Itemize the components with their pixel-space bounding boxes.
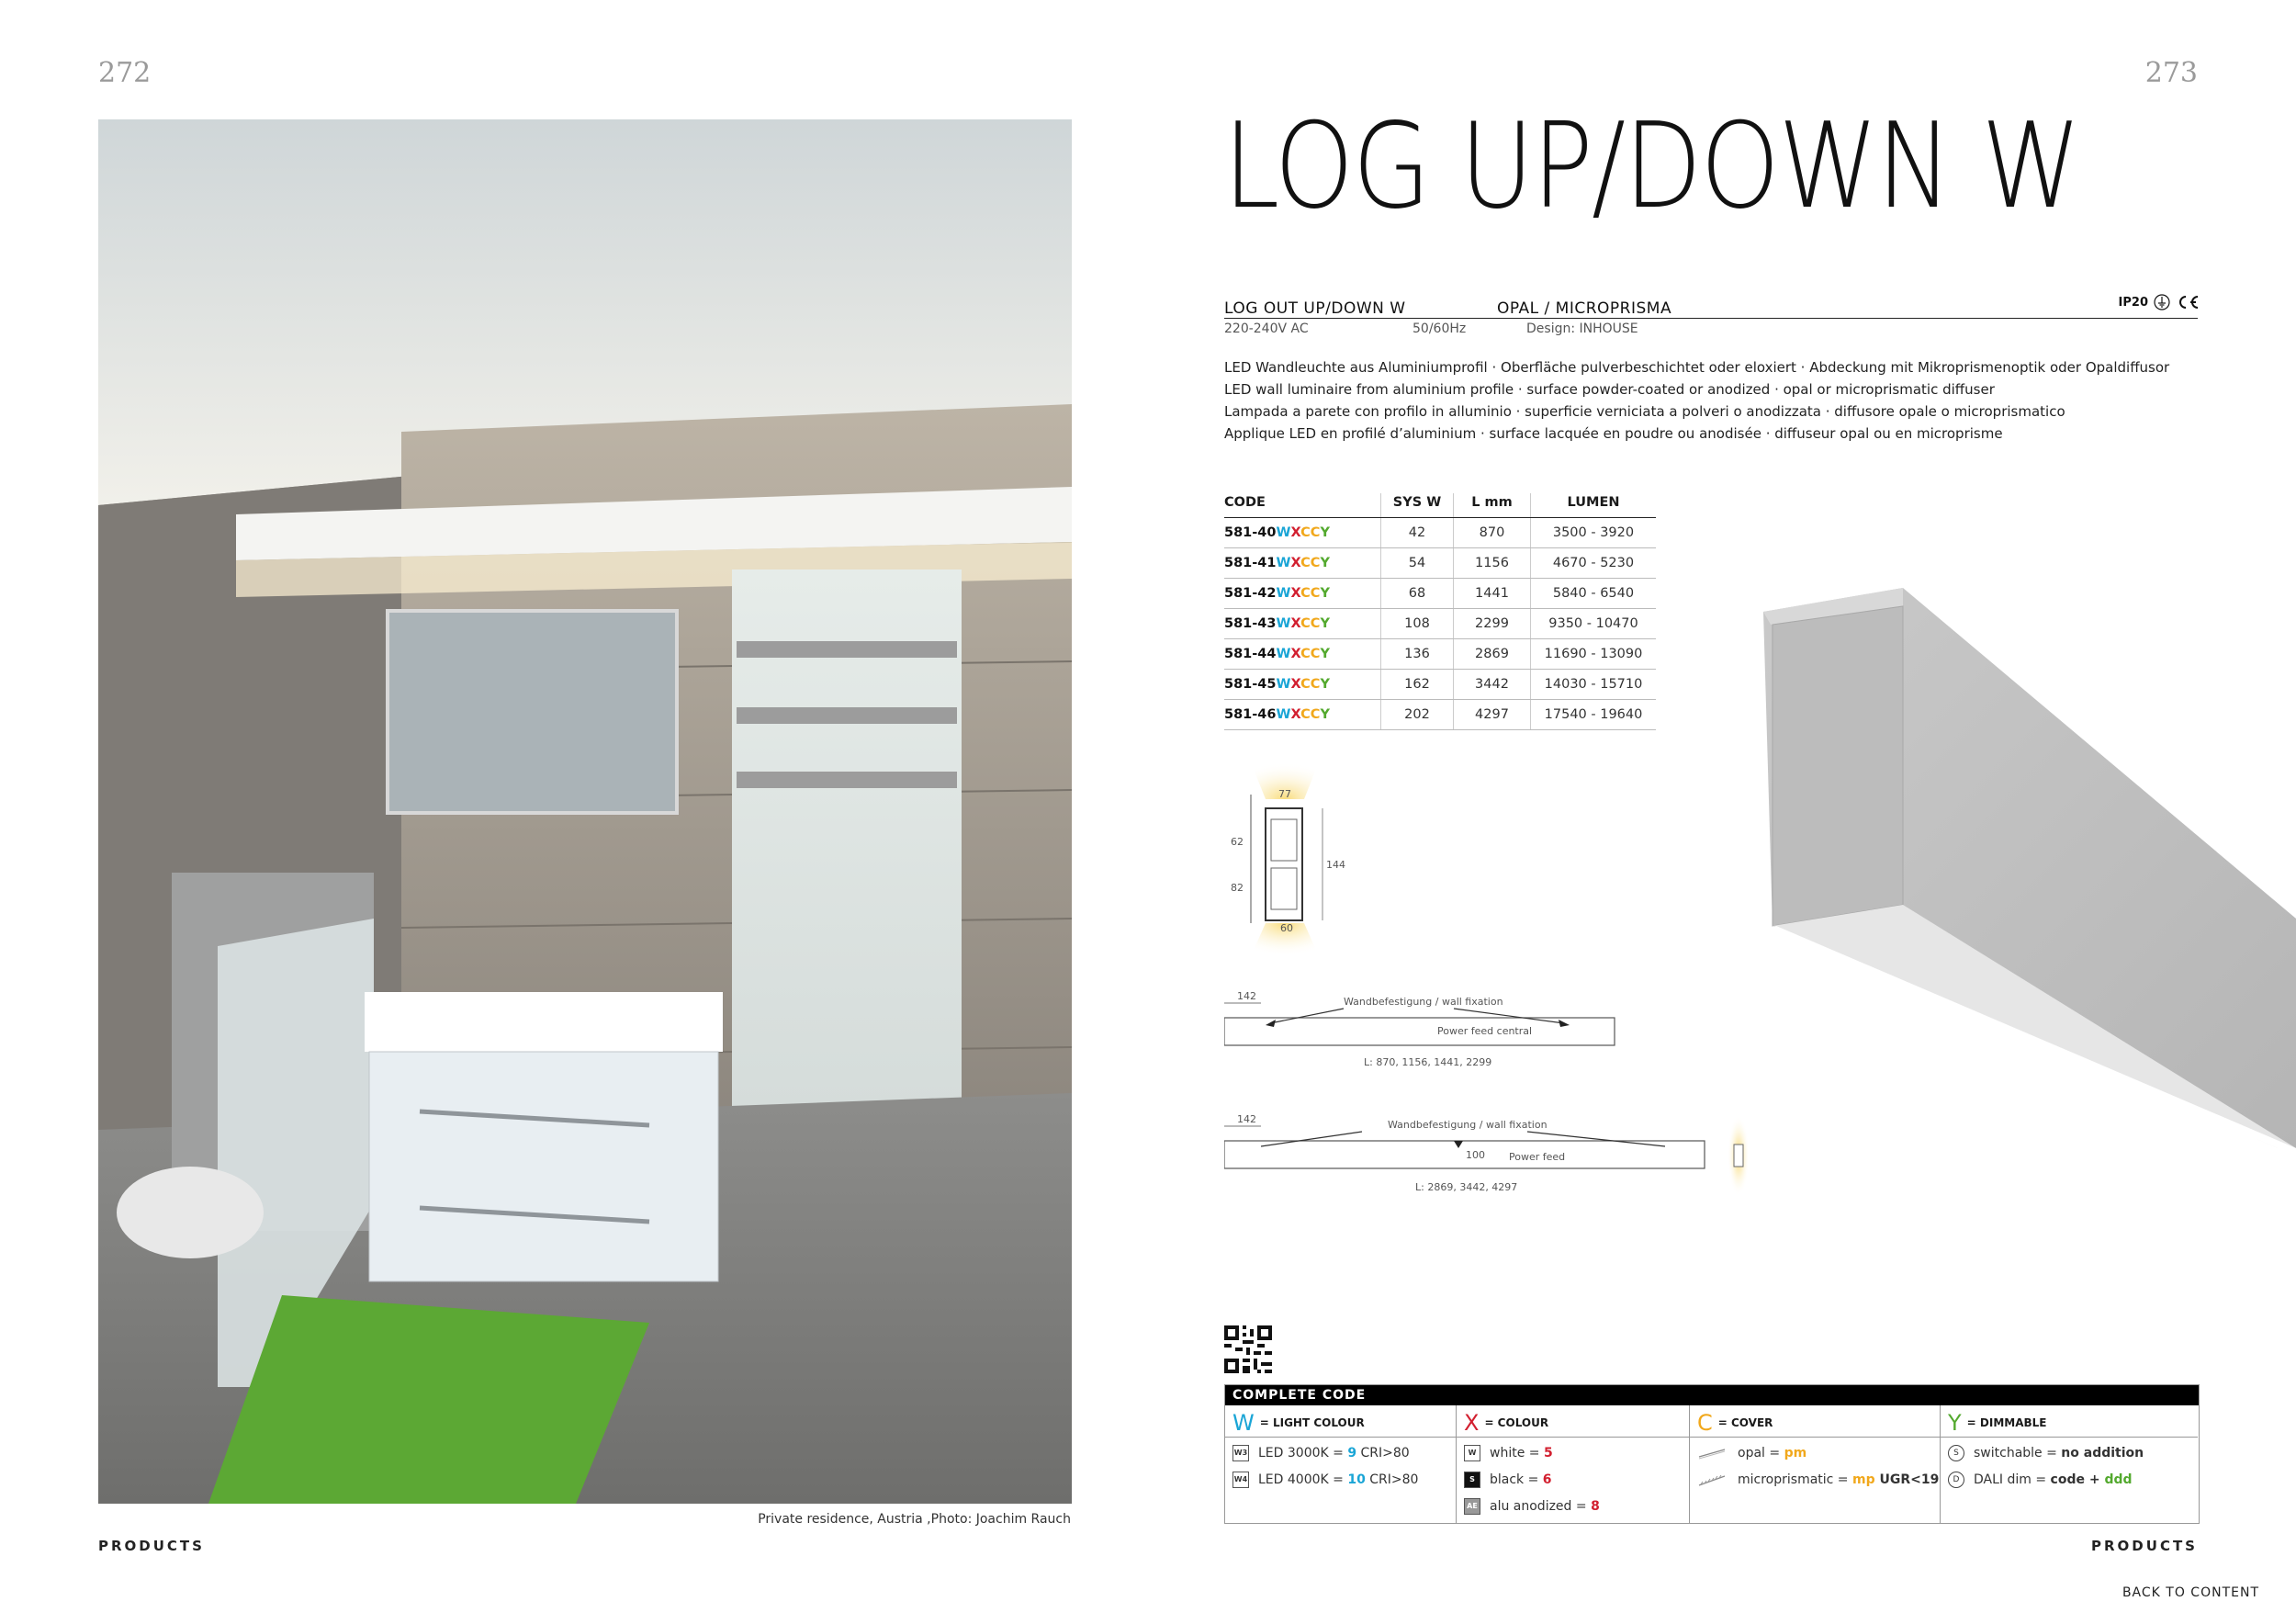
letter-c: C [1697,1410,1713,1436]
mounting-diagram-2 [1224,1113,1748,1196]
column-header-sysw: SYS W [1381,493,1454,518]
cell-sysw: 202 [1381,700,1454,730]
cs-h1-dim: 62 [1231,836,1244,848]
cs-h2-dim: 82 [1231,882,1244,894]
table-row [1224,670,1656,700]
cs-total-dim: 144 [1326,859,1345,871]
diagram1-dim: 142 [1237,990,1256,1002]
alu-tag: AE [1464,1498,1480,1515]
cell-sysw: 42 [1381,518,1454,548]
ip-rating: IP20 [2118,295,2148,310]
spec-header [1224,299,2198,319]
table-row [1224,548,1656,579]
cell-code: 581-41WXCCY [1224,548,1381,579]
cell-code: 581-44WXCCY [1224,639,1381,670]
cell-code: 581-40WXCCY [1224,518,1381,548]
cell-lumen: 3500 - 3920 [1531,518,1657,548]
cell-code: 581-46WXCCY [1224,700,1381,730]
dali-icon: D [1948,1472,1964,1488]
label-light-colour: = LIGHT COLOUR [1259,1416,1365,1429]
cell-code: 581-43WXCCY [1224,609,1381,639]
column-header-lumen: LUMEN [1531,493,1657,518]
cell-sysw: 108 [1381,609,1454,639]
description [1224,356,2169,445]
w4-value: 10 [1347,1472,1366,1487]
white-value: 5 [1543,1445,1553,1460]
diagram1-label: Wandbefestigung / wall fixation [1344,996,1503,1008]
page-number-right: 273 [2144,57,2198,89]
microprism-cover-icon [1697,1472,1728,1487]
complete-code-title: COMPLETE CODE [1225,1385,2199,1405]
diagram1-feed: Power feed central [1437,1025,1533,1037]
product-table [1224,493,1656,730]
description-de: LED Wandleuchte aus Aluminiumprofil · Oberfläche pulverbeschichtet oder eloxiert · Abdeckung mit Mikroprismenoptik oder Opaldiffusor [1224,359,2170,376]
cell-code: 581-45WXCCY [1224,670,1381,700]
alu-value: 8 [1591,1498,1600,1514]
diagram2-feed: Power feed [1509,1151,1566,1163]
code-column-cover: C = COVER opal = pm microprismatic = mp UGR<19 [1690,1405,1941,1523]
label-cover: = COVER [1717,1416,1773,1429]
cell-sysw: 68 [1381,579,1454,609]
table-row [1224,609,1656,639]
cell-lmm: 1156 [1454,548,1531,579]
letter-w: W [1232,1410,1255,1436]
cs-top-dim: 77 [1278,788,1291,800]
cell-lumen: 9350 - 10470 [1531,609,1657,639]
w3-tag: W3 [1232,1445,1249,1461]
ground-icon [2154,294,2170,310]
diagram2-label: Wandbefestigung / wall fixation [1388,1119,1548,1131]
cell-sysw: 136 [1381,639,1454,670]
code-column-light-colour: W = LIGHT COLOUR W3 LED 3000K = 9 CRI>80 W4 LED 4000K = 10 CRI>80 [1225,1405,1457,1523]
letter-x: X [1464,1410,1480,1436]
spec-voltage: 220-240V AC [1224,321,1309,336]
spec-design: Design: INHOUSE [1526,321,1638,336]
cross-section-diagram [1231,753,1345,964]
cell-lmm: 4297 [1454,700,1531,730]
white-tag: W [1464,1445,1480,1461]
microprism-value: mp [1852,1472,1875,1487]
table-row [1224,518,1656,548]
cell-lmm: 1441 [1454,579,1531,609]
ce-mark-icon [2176,294,2200,310]
spec-name: LOG OUT UP/DOWN W [1224,299,1406,318]
label-colour: = COLOUR [1484,1416,1549,1429]
cell-lumen: 4670 - 5230 [1531,548,1657,579]
cell-code: 581-42WXCCY [1224,579,1381,609]
diagram2-lengths: L: 2869, 3442, 4297 [1415,1181,1518,1193]
switchable-value: no addition [2061,1445,2144,1460]
cell-sysw: 54 [1381,548,1454,579]
description-it: Lampada a parete con profilo in alluminio · superficie verniciata a polveri o anodizzata · diffusore opale o microprismatico [1224,403,2065,420]
column-header-code: CODE [1224,493,1381,518]
table-row [1224,700,1656,730]
cell-lmm: 2299 [1454,609,1531,639]
cell-lumen: 17540 - 19640 [1531,700,1657,730]
diagram2-offset: 100 [1466,1149,1485,1161]
diagram1-lengths: L: 870, 1156, 1441, 2299 [1364,1056,1492,1068]
luminaire-image [1763,579,2296,1148]
w4-tag: W4 [1232,1472,1249,1488]
dali-value: ddd [2104,1472,2133,1487]
w3-value: 9 [1347,1445,1357,1460]
code-column-colour: X = COLOUR W white = 5 S black = 6 AE alu anodized = 8 [1457,1405,1690,1523]
column-header-lmm: L mm [1454,493,1531,518]
page-number-left: 272 [98,57,152,89]
cell-lmm: 2869 [1454,639,1531,670]
photo-caption: Private residence, Austria ,Photo: Joachim Rauch [758,1512,1071,1527]
black-tag: S [1464,1472,1480,1488]
cell-lmm: 3442 [1454,670,1531,700]
footer-products-right[interactable]: PRODUCTS [2091,1538,2198,1554]
certifications [2119,294,2200,310]
opal-cover-icon [1697,1446,1728,1460]
diagram2-dim: 142 [1237,1113,1256,1125]
cell-lmm: 870 [1454,518,1531,548]
cs-bottom-dim: 60 [1280,922,1293,934]
switch-icon: S [1948,1445,1964,1461]
cell-lumen: 5840 - 6540 [1531,579,1657,609]
spec-cover: OPAL / MICROPRISMA [1497,299,1672,318]
label-dimmable: = DIMMABLE [1966,1416,2047,1429]
cell-lumen: 14030 - 15710 [1531,670,1657,700]
letter-y: Y [1948,1410,1962,1436]
bathroom-photo [98,119,1072,1504]
cell-sysw: 162 [1381,670,1454,700]
back-to-content-link[interactable]: BACK TO CONTENT [2122,1585,2259,1600]
black-value: 6 [1542,1472,1552,1487]
footer-products-left[interactable]: PRODUCTS [98,1538,205,1554]
code-column-dimmable: Y = DIMMABLE S switchable = no addition D DALI dim = code + ddd [1941,1405,2198,1523]
description-fr: Applique LED en profilé d’aluminium · surface lacquée en poudre ou anodisée · diffuseur opal ou en microprisme [1224,425,2003,442]
cell-lumen: 11690 - 13090 [1531,639,1657,670]
table-row [1224,639,1656,670]
spec-frequency: 50/60Hz [1412,321,1467,336]
opal-value: pm [1784,1445,1807,1460]
description-en: LED wall luminaire from aluminium profile · surface powder-coated or anodized · opal or microprismatic diffuser [1224,381,1995,398]
mounting-diagram-1 [1224,990,1619,1073]
product-title: LOG UP/DOWN W [1223,98,2080,235]
qr-code[interactable] [1224,1325,1272,1373]
complete-code-box [1224,1384,2200,1524]
table-row [1224,579,1656,609]
